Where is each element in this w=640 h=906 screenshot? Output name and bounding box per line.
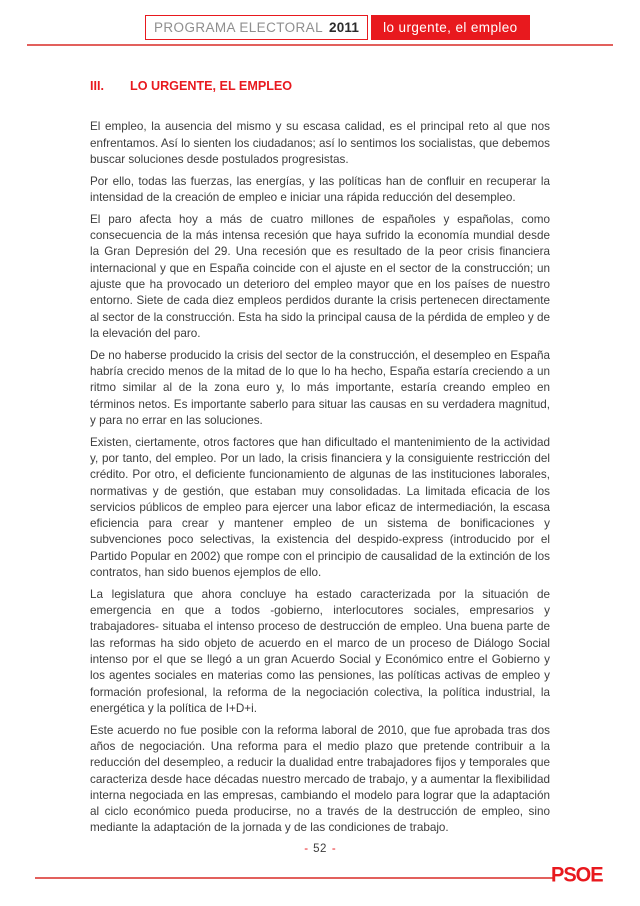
page-number-dash-left: -	[304, 843, 309, 855]
page-number	[0, 843, 640, 855]
program-label: PROGRAMA ELECTORAL	[154, 20, 323, 35]
program-title-box	[145, 15, 368, 40]
body-paragraph: De no haberse producido la crisis del sector de la construcción, el desempleo en España habría crecido menos de la mitad de lo que lo ha hecho, España estaría creciendo a un ritmo similar al de la zona euro y, lo más importante, estaría creando empleo en términos netos. Es importante saberlo para situar las causas en su verdadera magnitud, y para no errar en las soluciones.	[90, 348, 550, 427]
header-divider	[27, 44, 613, 46]
body-paragraph: Existen, ciertamente, otros factores que han dificultado el mantenimiento de la actividad y, por tanto, del empleo. Por un lado, la crisis financiera y la consiguiente restricción del crédito. Por otro, el deficiente funcionamiento de algunas de las instituciones laborales, normativas y de gestión, que estaban muy consolidadas. La limitada eficacia de los servicios públicos de empleo para ejercer una labor eficaz de intermediación, la escasa eficiencia para crear y mantener empleo de un sistema de bonificaciones y subvenciones poco selectivas, la existencia del despido-express (introducido por el Partido Popular en 2002) que rompe con el principio de causalidad de la extinción de los contratos, han sido buenos ejemplos de ello.	[90, 435, 550, 580]
document-body	[90, 78, 550, 842]
page-header	[145, 15, 530, 40]
body-paragraph: Este acuerdo no fue posible con la reforma laboral de 2010, que fue aprobada tras dos años de negociación. Una reforma para el medio plazo que pretende contribuir a la reducción del desempleo, a reducir la dualidad entre trabajadores fijos y temporales que caracteriza desde hace décadas nuestro mercado de trabajo, y a aumentar la flexibilidad interna negociada en las empresas, cambiando el modelo para lograr que la adaptación al ciclo económico pueda producirse, no a través de la destrucción de empleo, sino mediante la adaptación de la jornada y de las condiciones de trabajo.	[90, 723, 550, 835]
section-label: lo urgente, el empleo	[383, 20, 518, 35]
section-title-box	[371, 15, 529, 40]
psoe-logo: PSOE	[551, 862, 603, 887]
page-number-dash-right: -	[331, 843, 336, 855]
page-number-value: 52	[313, 843, 327, 855]
chapter-number: III.	[90, 79, 104, 93]
footer-divider	[35, 877, 553, 879]
body-paragraph: El paro afecta hoy a más de cuatro millones de españoles y españolas, como consecuencia de la más intensa recesión que haya sufrido la economía mundial desde la Gran Depresión del 29. Una recesión que es resultado de la peor crisis financiera internacional y que en España coincide con el ajuste en el sector de la construcción; un ajuste que ha provocado un deterioro del empleo mayor que en los países de nuestro entorno. Siete de cada diez empleos perdidos durante la crisis pertenecen directamente al sector de la construcción. Esta ha sido la principal causa de la pérdida de empleo y de la elevación del paro.	[90, 212, 550, 340]
body-paragraph: La legislatura que ahora concluye ha estado caracterizada por la situación de emergencia en que a todos -gobierno, interlocutores sociales, empresarios y trabajadores- situaba el intenso proceso de destrucción de empleo. Una buena parte de las reformas ha sido objeto de acuerdo en el marco de un proceso de Diálogo Social intenso por el que se llegó a un gran Acuerdo Social y Económico entre el Gobierno y los agentes sociales en materias como las pensiones, las políticas activas de empleo y formación profesional, la reforma de la negociación colectiva, la política industrial, la energética y la política de I+D+i.	[90, 587, 550, 715]
body-paragraph: Por ello, todas las fuerzas, las energías, y las políticas han de confluir en recuperar la intensidad de la creación de empleo e iniciar una rápida reducción del desempleo.	[90, 174, 550, 204]
program-year: 2011	[329, 20, 360, 35]
chapter-title: LO URGENTE, EL EMPLEO	[130, 79, 293, 93]
chapter-heading	[90, 78, 550, 94]
body-paragraph: El empleo, la ausencia del mismo y su escasa calidad, es el principal reto al que nos enfrentamos. Así lo sienten los ciudadanos; así lo sentimos los socialistas, que debemos buscar soluciones desde postulados progresistas.	[90, 120, 550, 166]
